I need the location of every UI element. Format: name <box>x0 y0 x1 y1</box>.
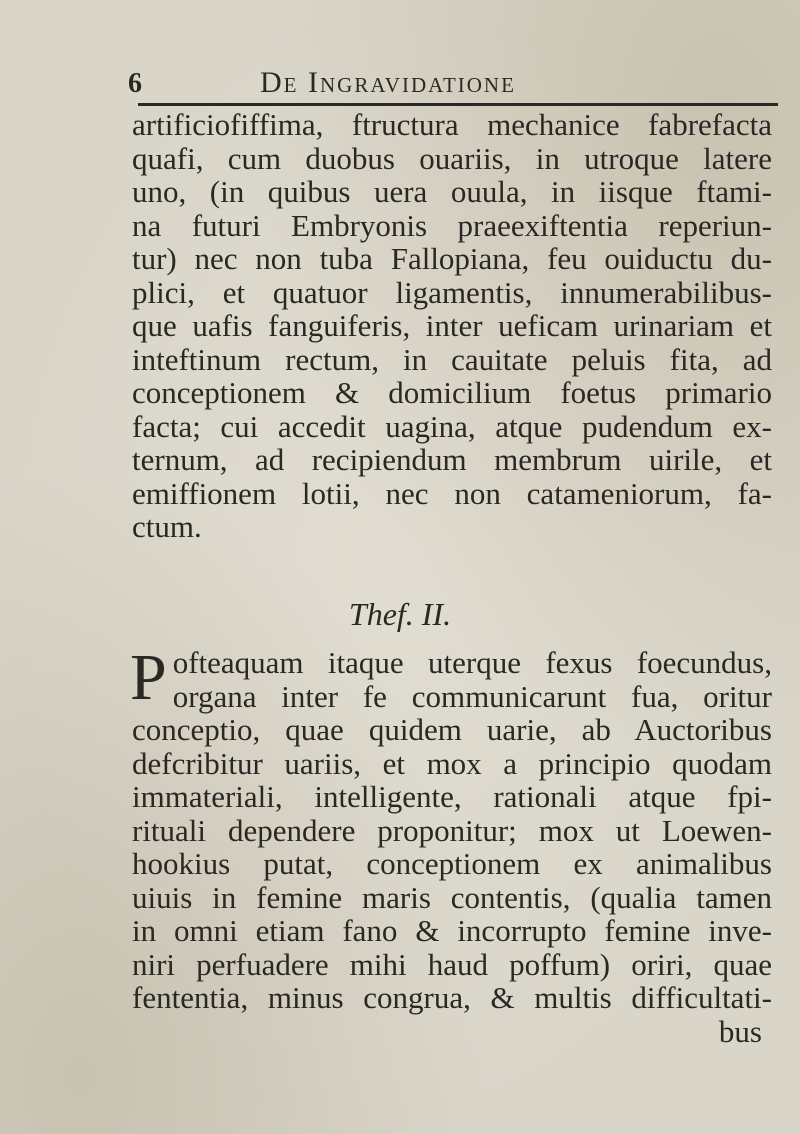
text-line: ctum. <box>132 509 202 544</box>
text-line: conceptionem & domicilium foetus primario <box>132 375 772 410</box>
header-rule <box>138 103 778 106</box>
text-line: in omni etiam fano & incorrupto femine inve- <box>132 913 772 948</box>
page-header <box>128 64 778 104</box>
text-line: inteftinum rectum, in cauitate peluis fita, ad <box>132 341 772 377</box>
running-head: De Ingravidatione <box>260 66 516 99</box>
text-line: defcribitur uariis, et mox a principio quodam <box>132 745 772 781</box>
text-line: tur) nec non tuba Fallopiana, feu ouiductu du- <box>132 241 772 276</box>
catchword: bus <box>718 1013 762 1049</box>
page-number: 6 <box>128 68 142 99</box>
text-line: hookius putat, conceptionem ex animalibus <box>132 846 772 881</box>
drop-capital: P <box>130 641 167 714</box>
text-line: ofteaquam itaque uterque fexus foecundus, <box>172 645 772 680</box>
text-line: rituali dependere proponitur; mox ut Loewen- <box>132 812 772 848</box>
text-line: conceptio, quae quidem uarie, ab Auctoribus <box>132 712 772 747</box>
paragraph-1 <box>112 108 772 544</box>
text-line: na futuri Embryonis praeexiftentia reperiun- <box>132 207 772 243</box>
text-line: uiuis in femine maris contentis, (qualia tamen <box>132 879 772 915</box>
text-line: organa inter fe communicarunt fua, oritur <box>172 678 772 714</box>
text-line: immateriali, intelligente, rationali atque fpi- <box>132 779 772 814</box>
text-line: emiffionem lotii, nec non catameniorum, fa- <box>132 475 772 511</box>
text-line: facta; cui accedit uagina, atque pudendum ex- <box>132 408 772 444</box>
text-line: quafi, cum duobus ouariis, in utroque latere <box>132 140 772 176</box>
section-heading: Thef. II. <box>348 596 452 632</box>
text-line: fententia, minus congrua, & multis difficultati- <box>132 980 772 1015</box>
text-line: plici, et quatuor ligamentis, innumerabilibus- <box>132 274 772 310</box>
text-line: que uafis fanguiferis, inter ueficam urinariam et <box>132 308 772 343</box>
paragraph-2 <box>112 641 772 1049</box>
text-line: ternum, ad recipiendum membrum uirile, et <box>132 442 772 477</box>
text-line: uno, (in quibus uera ouula, in iisque ftami- <box>132 174 772 209</box>
text-line: niri perfuadere mihi haud poffum) oriri, quae <box>132 946 772 982</box>
text-line: artificiofiffima, ftructura mechanice fabrefacta <box>132 107 772 142</box>
